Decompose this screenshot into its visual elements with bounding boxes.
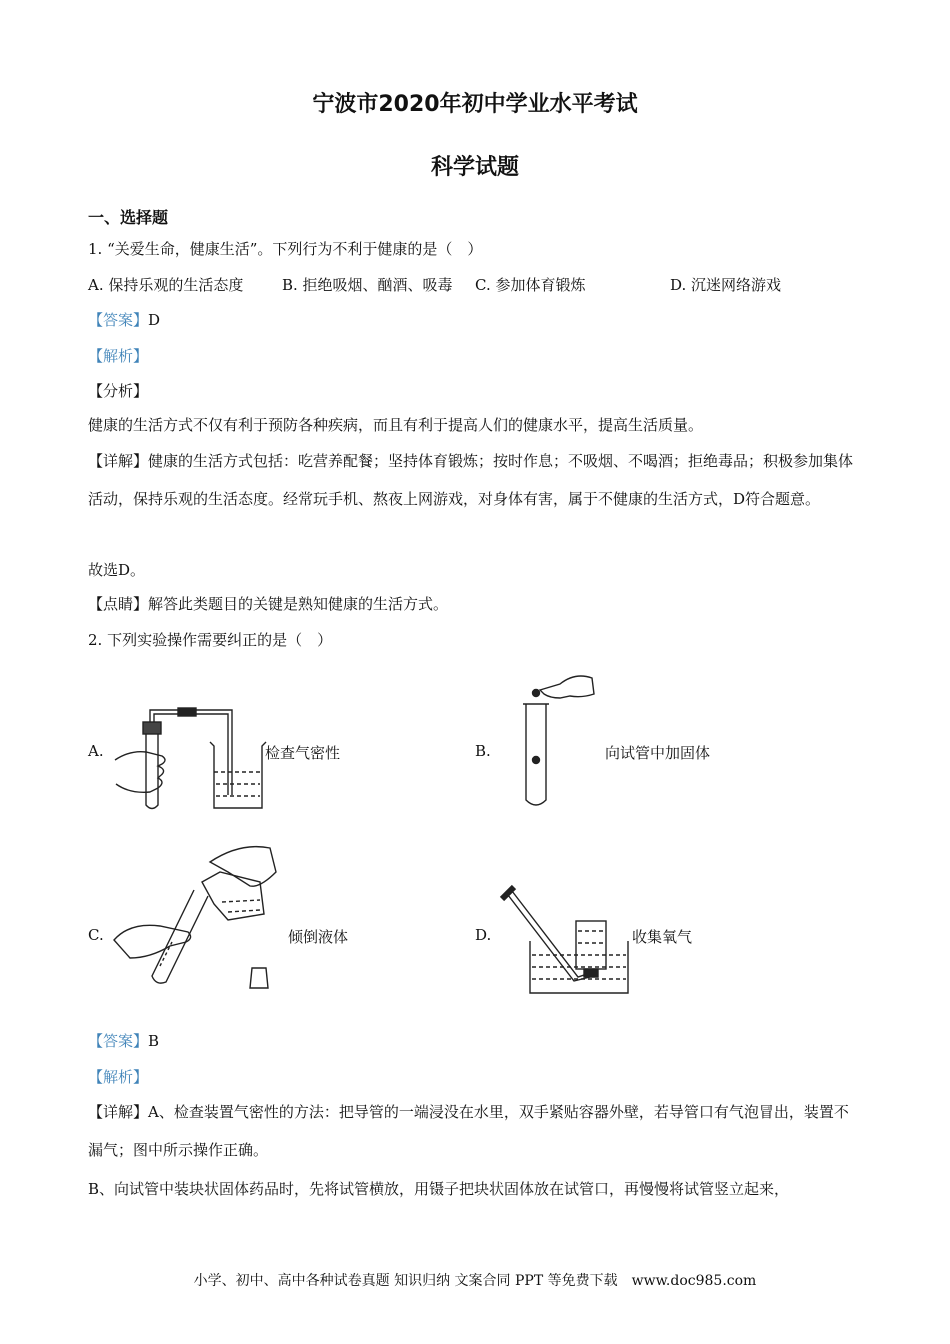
q2-item-c-caption: 倾倒液体 — [288, 928, 349, 946]
detail-text: 健康的生活方式包括：吃营养配餐；坚持体育锻炼；按时作息；不吸烟、不喝酒；拒绝毒品；积极参加集体活动，保持乐观的生活态度。经常玩手机、熬夜上网游戏，对身体有害，属于不健康的生活方式，D符合题意。 — [88, 452, 854, 508]
answer-value: B — [148, 1032, 160, 1050]
q2-detail-b: B、向试管中装块状固体药品时，先将试管横放，用镊子把块状固体放在试管口，再慢慢将试管竖立起来， — [88, 1180, 790, 1198]
q2-answer — [88, 1034, 159, 1049]
q1-option-a: A. 保持乐观的生活态度 — [88, 276, 244, 294]
q1-option-d: D. 沉迷网络游戏 — [670, 276, 782, 294]
collect-oxygen-figure — [500, 885, 635, 997]
q1-option-b: B. 拒绝吸烟、酗酒、吸毒 — [282, 276, 453, 294]
answer-tag: 【答案】 — [88, 1032, 149, 1050]
q2-item-a-letter: A. — [88, 742, 104, 760]
q1-stem: 1. “关爱生命，健康生活”。下列行为不利于健康的是（ ） — [88, 240, 483, 258]
airtightness-check-figure — [110, 700, 270, 815]
page-title: 宁波市2020年初中学业水平考试 — [312, 92, 638, 117]
q1-detail — [88, 442, 863, 518]
q2-item-b-letter: B. — [475, 742, 491, 760]
detail-tag: 【详解】 — [88, 1103, 149, 1121]
dianjing-text: 解答此类题目的关键是熟知健康的生活方式。 — [148, 595, 449, 613]
page-footer: 小学、初中、高中各种试卷真题 知识归纳 文案合同 PPT 等免费下载 www.doc985.com — [193, 1273, 757, 1289]
detail-tag: 【详解】 — [88, 452, 149, 470]
section-heading: 一、选择题 — [88, 208, 169, 227]
q2-item-d-caption: 收集氧气 — [632, 928, 693, 946]
q1-option-c: C. 参加体育锻炼 — [475, 276, 586, 294]
q2-detail-a — [88, 1093, 863, 1169]
q1-choose: 故选D。 — [88, 561, 146, 579]
answer-value: D — [148, 311, 161, 329]
q1-answer — [88, 313, 160, 328]
q1-fenxi-text: 健康的生活方式不仅有利于预防各种疾病，而且有利于提高人们的健康水平，提高生活质量。 — [88, 416, 704, 434]
q1-analysis-tag: 【解析】 — [88, 347, 149, 365]
q1-fenxi-tag: 【分析】 — [88, 382, 149, 400]
q1-dianjing — [88, 597, 448, 612]
detail-text: A、检查装置气密性的方法：把导管的一端浸没在水里，双手紧贴容器外壁，若导管口有气泡冒出，装置不漏气；图中所示操作正确。 — [88, 1103, 849, 1159]
pour-liquid-figure — [110, 842, 280, 992]
q2-stem: 2. 下列实验操作需要纠正的是（ ） — [88, 631, 333, 649]
answer-tag: 【答案】 — [88, 311, 149, 329]
q2-item-b-caption: 向试管中加固体 — [605, 744, 711, 762]
q2-analysis-tag: 【解析】 — [88, 1068, 149, 1086]
page-subtitle: 科学试题 — [430, 155, 519, 180]
q2-item-d-letter: D. — [475, 926, 492, 944]
dianjing-tag: 【点睛】 — [88, 595, 149, 613]
q2-item-a-caption: 检查气密性 — [265, 744, 341, 762]
add-solid-figure — [520, 668, 600, 810]
q2-item-c-letter: C. — [88, 926, 104, 944]
